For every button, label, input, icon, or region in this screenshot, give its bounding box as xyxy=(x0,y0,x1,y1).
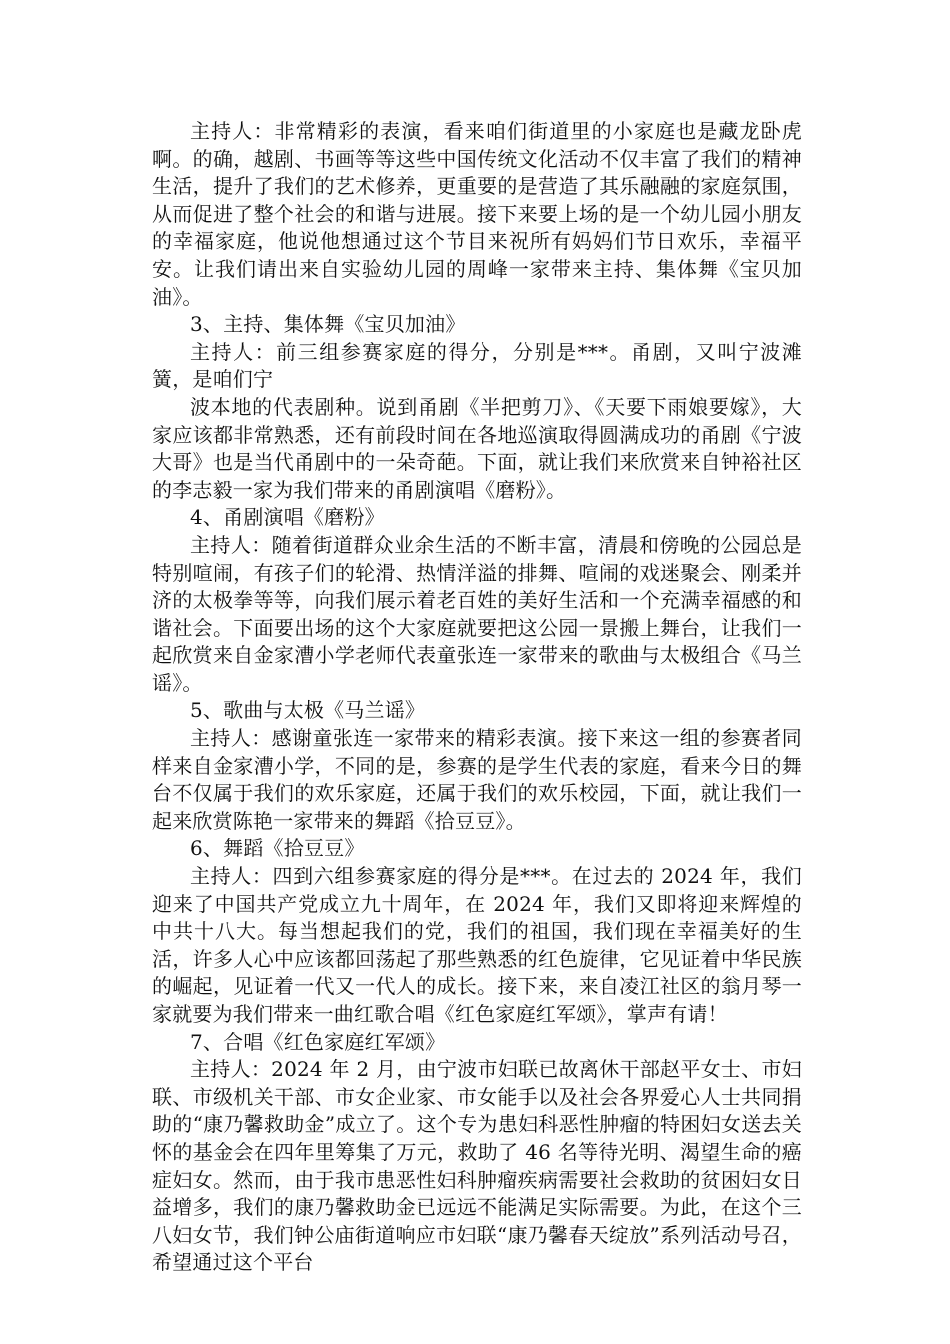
program-item-6: 6、舞蹈《拾豆豆》 xyxy=(190,836,365,861)
program-item-3: 3、主持、集体舞《宝贝加油》 xyxy=(190,312,466,337)
paragraph-host-intro: 主持人：非常精彩的表演，看来咱们街道里的小家庭也是藏龙卧虎啊。的确，越剧、书画等等这些中国传统文化活动不仅丰富了我们的精神生活，提升了我们的艺术修养，更重要的是营造了其乐融融的家庭氛围，从而促进了整个社会的和谐与进展。接下来要上场的是一个幼儿园小朋友的幸福家庭，他说他想通过这个节目来祝所有妈妈们节日欢乐，幸福平安。让我们请出来自实验幼儿园的周峰一家带来主持、集体舞《宝贝加油》。 xyxy=(152,119,802,309)
program-item-4: 4、甬剧演唱《磨粉》 xyxy=(190,505,385,530)
program-item-5: 5、歌曲与太极《马兰谣》 xyxy=(190,698,426,723)
paragraph-host-scores-1: 主持人：前三组参赛家庭的得分，分别是***。甬剧，又叫宁波滩簧，是咱们宁 xyxy=(152,339,802,392)
paragraph-host-party: 主持人：四到六组参赛家庭的得分是***。在过去的 2024 年，我们迎来了中国共产党成立九十周年，在 2024 年，我们又即将迎来辉煌的中共十八大。每当想起我们的党，我们的祖国，我们现在幸福美好的生活，许多人心中应该都回荡起了那些熟悉的红色旋律，它见证着中华民族的崛起，见证着一代又一代人的成长。接下来，来自凌江社区的翁月琴一家就要为我们带来一曲红歌合唱《红色家庭红军颂》，掌声有请！ xyxy=(152,864,802,1026)
paragraph-host-school: 主持人：感谢童张连一家带来的精彩表演。接下来这一组的参赛者同样来自金家漕小学，不同的是，参赛的是学生代表的家庭，看来今日的舞台不仅属于我们的欢乐家庭，还属于我们的欢乐校园，下面，就让我们一起来欣赏陈艳一家带来的舞蹈《拾豆豆》。 xyxy=(152,726,802,833)
paragraph-host-park: 主持人：随着街道群众业余生活的不断丰富，清晨和傍晚的公园总是特别喧闹，有孩子们的轮滑、热情洋溢的排舞、喧闹的戏迷聚会、刚柔并济的太极拳等等，向我们展示着老百姓的美好生活和一个充满幸福感的和谐社会。下面要出场的这个大家庭就要把这公园一景搬上舞台，让我们一起欣赏来自金家漕小学老师代表童张连一家带来的歌曲与太极组合《马兰谣》。 xyxy=(152,532,802,695)
program-item-7: 7、合唱《红色家庭红军颂》 xyxy=(190,1029,446,1054)
document-page xyxy=(152,118,802,1277)
paragraph-host-fund: 主持人：2024 年 2 月，由宁波市妇联已故离休干部赵平女士、市妇联、市级机关干部、市女企业家、市女能手以及社会各界爱心人士共同捐助的“康乃馨救助金”成立了。这个专为患妇科恶性肿瘤的特困妇女送去关怀的基金会在四年里筹集了万元，救助了 46 名等待光明、渴望生命的癌症妇女。然而，由于我市患恶性妇科肿瘤疾病需要社会救助的贫困妇女日益增多，我们的康乃馨救助金已远远不能满足实际需要。为此，在这个三八妇女节，我们钟公庙街道响应市妇联“康乃馨春天绽放”系列活动号召，希望通过这个平台 xyxy=(152,1057,802,1275)
paragraph-yongju-continued: 波本地的代表剧种。说到甬剧《半把剪刀》、《天要下雨娘要嫁》，大家应该都非常熟悉，还有前段时间在各地巡演取得圆满成功的甬剧《宁波大哥》也是当代甬剧中的一朵奇葩。下面，就让我们来欣赏来自钟裕社区的李志毅一家为我们带来的甬剧演唱《磨粉》。 xyxy=(152,394,802,502)
